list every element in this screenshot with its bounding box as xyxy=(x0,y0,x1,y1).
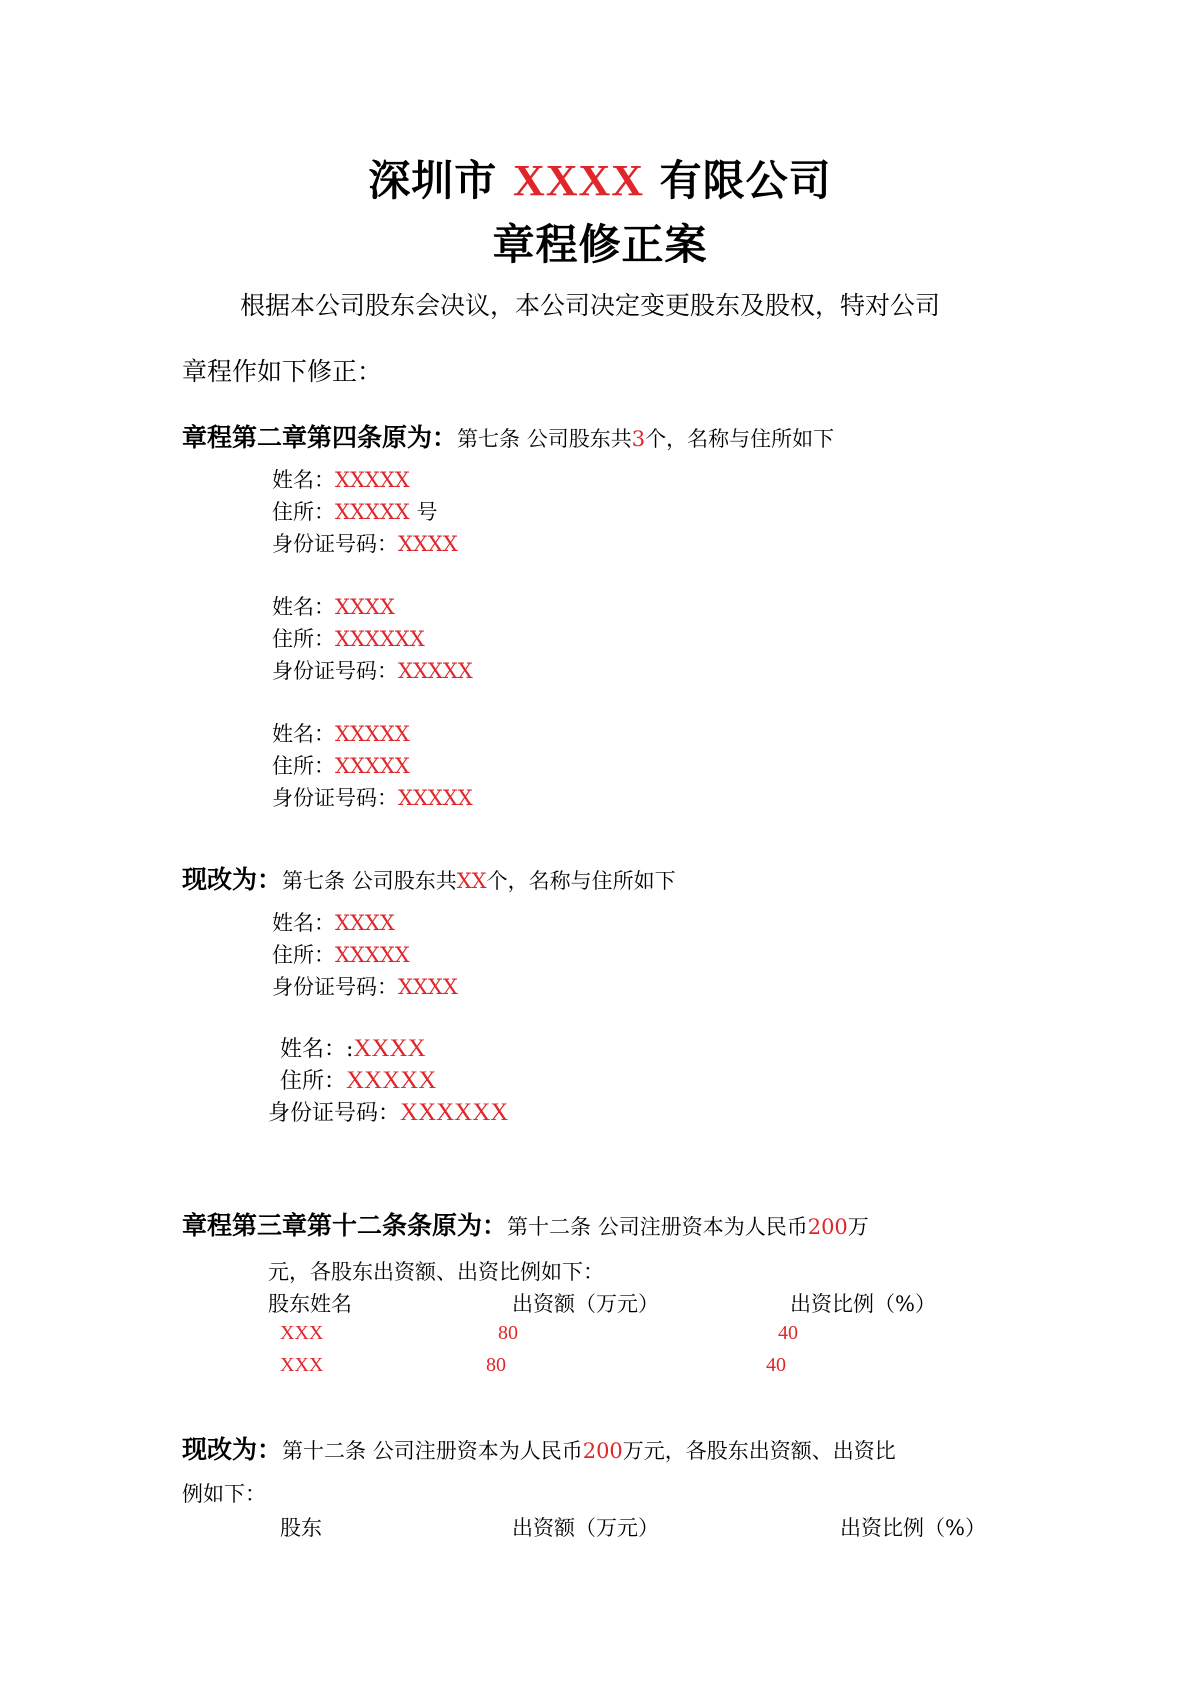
section1-heading: 章程第二章第四条原为： xyxy=(182,423,458,452)
s1-holder1-id: 身份证号码：XXXX xyxy=(272,532,458,556)
s4-col-amount: 出资额（万元） xyxy=(512,1516,659,1540)
s4-col-shareholder: 股东 xyxy=(280,1516,322,1540)
s1-holder1-name: 姓名：XXXXX xyxy=(272,468,410,492)
s3-row2-name: XXX xyxy=(280,1354,324,1376)
intro-line-2: 章程作如下修正： xyxy=(182,357,383,386)
s1-holder2-id: 身份证号码：XXXXX xyxy=(272,659,473,683)
section4-heading: 现改为： xyxy=(182,1435,283,1464)
s1-holder2-name: 姓名：XXXX xyxy=(272,595,395,619)
section1-text-a: 第七条 公司股东共 xyxy=(457,427,632,451)
section3-text-a: 第十二条 公司注册资本为人民币 xyxy=(507,1215,808,1239)
document-title xyxy=(0,148,1200,208)
section3-line-2: 元，各股东出资额、出资比例如下： xyxy=(268,1260,604,1284)
company-name: XXXX xyxy=(512,156,645,205)
section1-header-line xyxy=(182,418,834,454)
s1-holder3-address: 住所：XXXXX xyxy=(272,754,410,778)
section1-count: 3 xyxy=(631,427,646,451)
title-suffix: 有限公司 xyxy=(659,156,832,205)
s2-holder2-address: 住所：XXXXX xyxy=(280,1067,437,1094)
section2-text-b: 个，名称与住所如下 xyxy=(486,869,676,893)
section3-text-b: 万 xyxy=(847,1215,869,1239)
section3-header-line xyxy=(182,1206,869,1242)
s3-col-shareholder: 股东姓名 xyxy=(268,1292,352,1316)
intro-line-1: 根据本公司股东会决议，本公司决定变更股东及股权，特对公司 xyxy=(240,291,941,320)
s2-holder2-id: 身份证号码：XXXXXX xyxy=(268,1099,509,1126)
section4-header-line xyxy=(182,1430,896,1466)
title-prefix: 深圳市 xyxy=(368,156,498,205)
s3-row2-ratio: 40 xyxy=(766,1354,786,1376)
s3-row2-amount: 80 xyxy=(486,1354,506,1376)
s1-holder3-id: 身份证号码：XXXXX xyxy=(272,786,473,810)
s3-row1-ratio: 40 xyxy=(778,1322,798,1344)
s3-col-ratio: 出资比例（%） xyxy=(790,1292,936,1316)
section4-capital: 200 xyxy=(582,1439,623,1463)
section2-header-line xyxy=(182,860,676,896)
s1-holder2-address: 住所：XXXXXX xyxy=(272,627,425,651)
s2-holder1-address: 住所：XXXXX xyxy=(272,943,410,967)
section1-text-b: 个，名称与住所如下 xyxy=(645,427,835,451)
section4-text-a: 第十二条 公司注册资本为人民币 xyxy=(282,1439,583,1463)
s1-holder1-address: 住所：XXXXX 号 xyxy=(272,500,438,524)
section2-count: XX xyxy=(456,869,487,893)
s4-col-ratio: 出资比例（%） xyxy=(840,1516,986,1540)
section4-text-b: 万元，各股东出资额、出资比 xyxy=(622,1439,896,1463)
s3-row1-name: XXX xyxy=(280,1322,324,1344)
s3-col-amount: 出资额（万元） xyxy=(512,1292,659,1316)
section2-heading: 现改为： xyxy=(182,865,283,894)
section3-capital: 200 xyxy=(807,1215,848,1239)
s2-holder1-name: 姓名：XXXX xyxy=(272,911,395,935)
section2-text-a: 第七条 公司股东共 xyxy=(282,869,457,893)
document-subtitle: 章程修正案 xyxy=(492,220,708,269)
section3-heading: 章程第三章第十二条条原为： xyxy=(182,1211,508,1240)
section4-line-2: 例如下： xyxy=(182,1482,266,1506)
s1-holder3-name: 姓名：XXXXX xyxy=(272,722,410,746)
s2-holder2-name: 姓名：:XXXX xyxy=(280,1035,426,1062)
s2-holder1-id: 身份证号码：XXXX xyxy=(272,975,458,999)
s3-row1-amount: 80 xyxy=(498,1322,518,1344)
